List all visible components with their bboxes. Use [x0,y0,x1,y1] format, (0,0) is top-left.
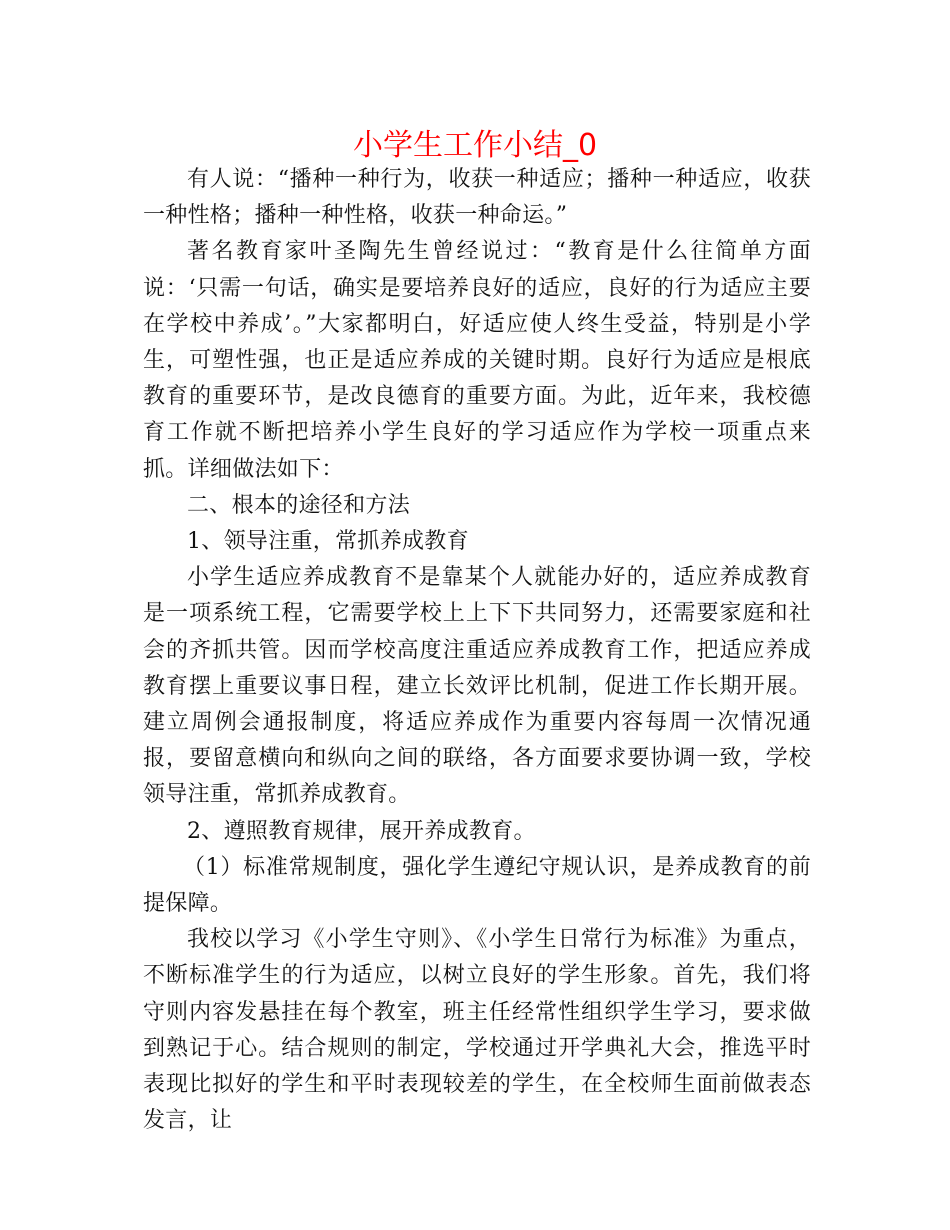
paragraph-school-practice: 我校以学习《小学生守则》、《小学生日常行为标准》为重点，不断标准学生的行为适应，以树立良好的学生形象。首先，我们将守则内容发悬挂在每个教室，班主任经常性组织学生学习，要求做到熟记于心。结合规则的制定，学校通过开学典礼大会，推选平时表现比拟好的学生和平时表现较差的学生，在全校师生面前做表态发言，让 [143,927,811,1134]
subheading-leadership: 1、领导注重，常抓养成教育 [187,529,469,555]
document-title: 小学生工作小结_0 [352,128,598,163]
paragraph-leadership: 小学生适应养成教育不是靠某个人就能办好的，适应养成教育是一项系统工程，它需要学校上上下下共同努力，还需要家庭和社会的齐抓共管。因而学校高度注重适应养成教育工作，把适应养成教育摆上重要议事日程，建立长效评比机制，促进工作长期开展。建立周例会通报制度，将适应养成作为重要内容每周一次情况通报，要留意横向和纵向之间的联络，各方面要求要协调一致，学校领导注重，常抓养成教育。 [143,565,811,808]
paragraph-intro-quote: 有人说：“播种一种行为，收获一种适应；播种一种适应，收获一种性格；播种一种性格，收获一种命运。” [143,167,811,229]
subheading-education-rules: 2、遵照教育规律，展开养成教育。 [187,818,536,844]
document-body [143,162,811,1139]
section-heading-methods: 二、根本的途径和方法 [187,492,411,518]
paragraph-standard-rules: （1）标准常规制度，强化学生遵纪守规认识，是养成教育的前提保障。 [143,854,811,917]
paragraph-ye-shengtao-quote: 著名教育家叶圣陶先生曾经说过：“教育是什么往简单方面说：‘只需一句话，确实是要培养良好的适应，良好的行为适应主要在学校中养成’。”大家都明白，好适应使人终生受益，特别是小学生，可塑性强，也正是适应养成的关键时期。良好行为适应是根底教育的重要环节，是改良德育的重要方面。为此，近年来，我校德育工作就不断把培养小学生良好的学习适应作为学校一项重点来抓。详细做法如下： [143,239,811,482]
